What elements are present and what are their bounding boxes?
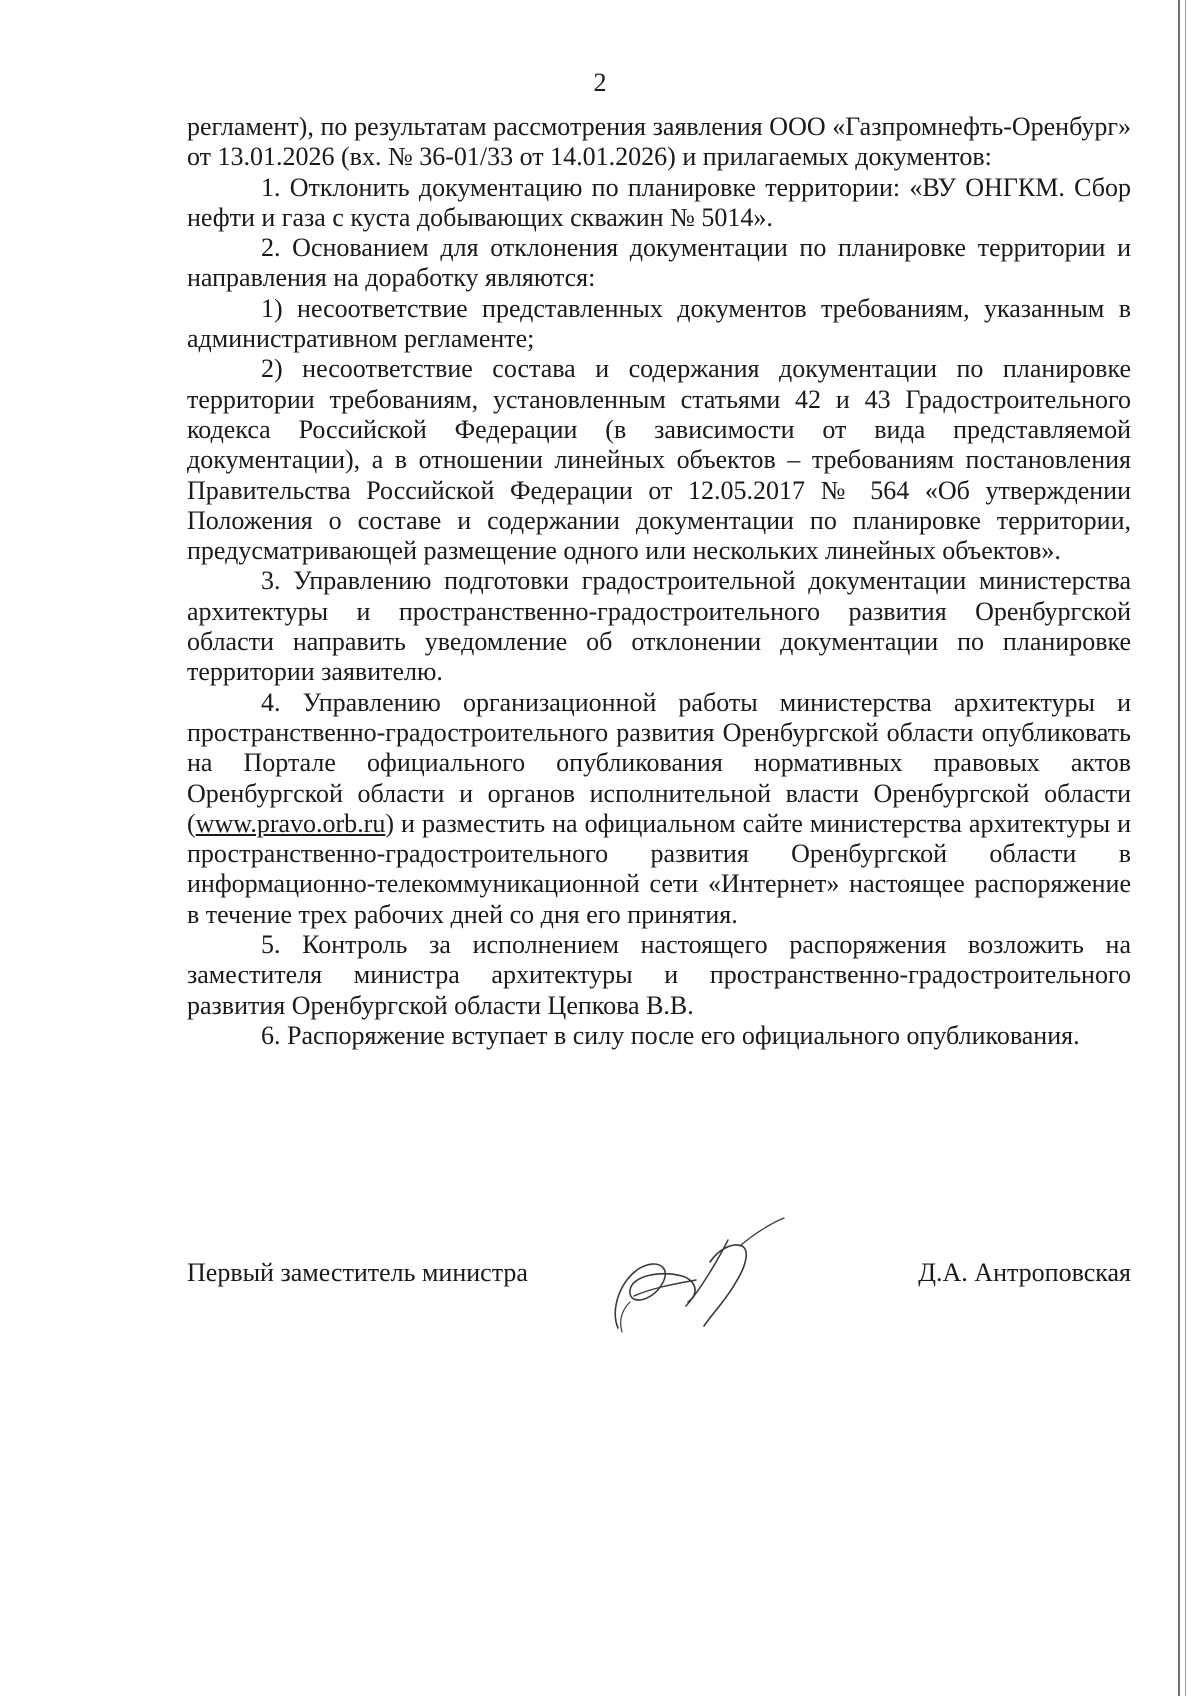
signer-position: Первый заместитель министра bbox=[187, 1258, 528, 1287]
item-2-sub-1-paragraph: 1) несоответствие представленных документов требованиям, указанным в административном регламенте; bbox=[187, 293, 1131, 354]
item-2-paragraph: 2. Основанием для отклонения документации по планировке территории и направления на доработку являются: bbox=[187, 233, 1131, 293]
signer-name: Д.А. Антроповская bbox=[918, 1258, 1131, 1287]
item-5-paragraph: 5. Контроль за исполнением настоящего распоряжения возложить на заместителя министра архитектуры и пространственно-градостроительного развития Оренбургской области Цепкова В.В. bbox=[187, 930, 1131, 1020]
item-4-text-start: 4. Управлению организационной работы министерства архитектуры и пространственно-градостроительного развития Оренбургской области опубликовать на Портале официального опубликования нормативных правовых актов Оренбургской области и органов исполнительной власти Оренбургской области ( bbox=[187, 687, 1131, 838]
intro-paragraph: регламент), по результатам рассмотрения заявления ООО «Газпромнефть-Оренбург» от 13.01.2026 (вх. № 36-01/33 от 14.01.2026) и прилагаемых документов: bbox=[187, 112, 1131, 172]
item-1-paragraph: 1. Отклонить документацию по планировке территории: «ВУ ОНГКМ. Сбор нефти и газа с куста добывающих скважин № 5014». bbox=[187, 172, 1131, 232]
item-3-paragraph: 3. Управлению подготовки градостроительной документации министерства архитектуры и пространственно-градостроительного развития Оренбургской области направить уведомление об отклонении документации по планировке территории заявителю. bbox=[187, 566, 1131, 687]
document-body bbox=[187, 112, 1131, 1051]
item-6-paragraph: 6. Распоряжение вступает в силу после его официального опубликования. bbox=[261, 1020, 1080, 1050]
pravo-orb-link[interactable]: www.pravo.orb.ru bbox=[195, 808, 386, 838]
item-4-paragraph bbox=[187, 688, 1131, 930]
page-number: 2 bbox=[593, 68, 607, 97]
handwritten-signature bbox=[600, 1210, 790, 1340]
item-2-sub-2-paragraph: 2) несоответствие состава и содержания документации по планировке территории требованиям, установленным статьями 42 и 43 Градостроительного кодекса Российской Федерации (в зависимости от вида представляемой документации), а в отношении линейных объектов – требованиям постановления Правительства Российской Федерации от 12.05.2017 № 564 «Об утверждении Положения о составе и содержании документации по планировке территории, предусматривающей размещение одного или нескольких линейных объектов». bbox=[187, 354, 1131, 566]
scan-edge-lines bbox=[1178, 0, 1186, 1696]
item-4-text-end: ) и разместить на официальном сайте министерства архитектуры и пространственно-градостроительного развития Оренбургской области в информационно-телекоммуникационной сети «Интернет» настоящее распоряжение в течение трех рабочих дней со дня его принятия. bbox=[187, 808, 1131, 929]
